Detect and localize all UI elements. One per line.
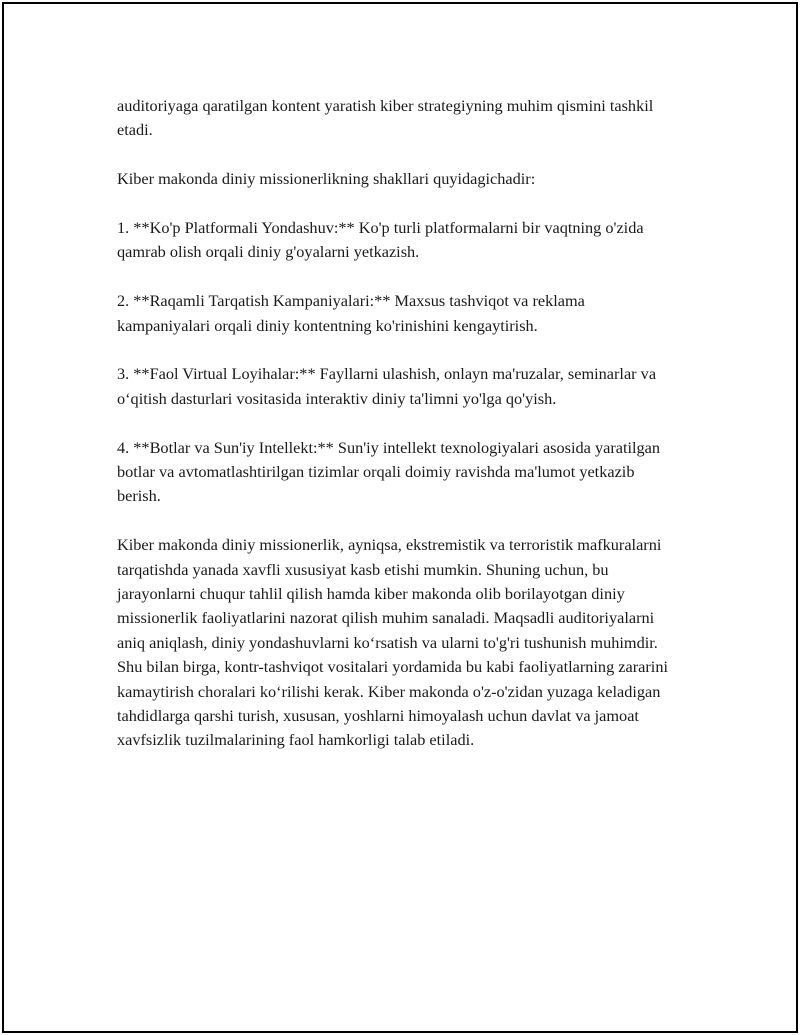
- document-body: [117, 94, 677, 777]
- paragraph-conclusion: Kiber makonda diniy missionerlik, ayniqsa, ekstremistik va terroristik mafkuralarni tarqatishda yanada xavfli xususiyat kasb etishi mumkin. Shuning uchun, bu jarayonlarni chuqur tahlil qilish hamda kiber makonda olib borilayotgan diniy missionerlik faoliyatlarini nazorat qilish muhim sanaladi. Maqsadli auditoriyalarni aniq aniqlash, diniy yondashuvlarni ko‘rsatish va ularni to'g'ri tushunish muhimdir. Shu bilan birga, kontr-tashviqot vositalari yordamida bu kabi faoliyatlarning zararini kamaytirish choralari ko‘rilishi kerak. Kiber makonda o'z-o'zidan yuzaga keladigan tahdidlarga qarshi turish, xususan, yoshlarni himoyalash uchun davlat va jamoat xavfsizlik tuzilmalarining faol hamkorligi talab etiladi.: [117, 535, 668, 750]
- paragraph-forms-heading: Kiber makonda diniy missionerlikning shakllari quyidagichadir:: [117, 169, 536, 189]
- list-item-1: 1. **Ko'p Platformali Yondashuv:** Ko'p turli platformalarni bir vaqtning o'zida qamrab olish orqali diniy g'oyalarni yetkazish.: [117, 218, 644, 262]
- list-item-4: 4. **Botlar va Sun'iy Intellekt:** Sun'iy intellekt texnologiyalari asosida yaratilgan botlar va avtomatlashtirilgan tizimlar orqali doimiy ravishda ma'lumot yetkazib berish.: [117, 437, 661, 506]
- paragraph-intro-continuation: auditoriyaga qaratilgan kontent yaratish kiber strategiyning muhim qismini tashkil etadi.: [117, 96, 654, 140]
- list-item-2: 2. **Raqamli Tarqatish Kampaniyalari:** Maxsus tashviqot va reklama kampaniyalari orqali diniy kontentning ko'rinishini kengaytirish.: [117, 291, 585, 335]
- list-item-3: 3. **Faol Virtual Loyihalar:** Fayllarni ulashish, onlayn ma'ruzalar, seminarlar va o‘qitish dasturlari vositasida interaktiv diniy ta'limni yo'lga qo'yish.: [117, 364, 657, 408]
